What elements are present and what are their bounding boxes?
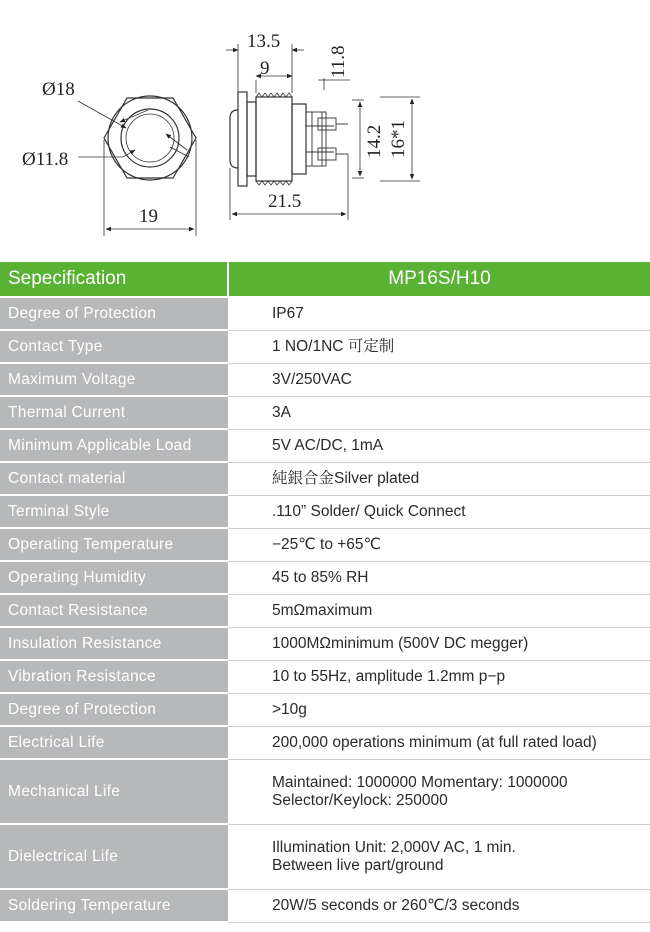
button-cap [230,110,238,168]
spec-label: Vibration Resistance [0,660,228,693]
spec-label: Soldering Temperature [0,889,228,922]
side-hex-nut [247,102,256,176]
spec-label: Degree of Protection [0,297,228,330]
spec-value [228,363,650,396]
spec-value-line: Maintained: 1000000 Momentary: 1000000 [272,773,568,791]
spec-label: Terminal Style [0,495,228,528]
spec-value [228,759,650,824]
table-row [0,561,650,594]
thread-body [256,97,292,181]
table-row [0,824,650,889]
spec-label: Electrical Life [0,726,228,759]
inner-diameter-label: Ø11.8 [22,149,69,170]
spec-value [228,330,650,363]
hex-nut-outline [104,98,196,178]
hex-width-value: 19 [139,206,158,227]
head-height-label: 11.8 [328,45,349,78]
table-row [0,627,650,660]
spec-value [228,462,650,495]
spec-value-line: .110” Solder/ Quick Connect [272,502,466,520]
model-number: MP16S/H10 [228,262,650,297]
spec-value-line: 5V AC/DC, 1mA [272,436,384,454]
spec-value-line: Between live part/ground [272,856,444,874]
spec-value-line: 20W/5 seconds or 260℃/3 seconds [272,896,520,914]
table-row [0,429,650,462]
spec-value-line: 1 NO/1NC 可定制 [272,337,395,355]
spec-value-line: Selector/Keylock: 250000 [272,791,448,809]
table-row [0,889,650,922]
spec-label: Degree of Protection [0,693,228,726]
spec-value [228,561,650,594]
spec-label: Dielectrical Life [0,824,228,889]
spec-value [228,528,650,561]
dimension-drawing [0,0,650,262]
table-row [0,297,650,330]
spec-value-line: −25℃ to +65℃ [272,535,381,553]
table-row [0,330,650,363]
terminal-lower [318,148,336,160]
spec-label: Contact Resistance [0,594,228,627]
spec-value-line: 10 to 55Hz, amplitude 1.2mm p−p [272,667,506,685]
spec-value [228,889,650,922]
spec-value [228,396,650,429]
spec-label: Thermal Current [0,396,228,429]
table-row [0,396,650,429]
thread-size-label: 16*1 [388,120,409,158]
table-row [0,759,650,824]
spec-value-line: 純銀合金Silver plated [272,469,420,487]
terminal-upper [318,118,336,130]
spec-value-line: 3V/250VAC [272,370,352,388]
center-cap [126,114,174,162]
spec-value [228,627,650,660]
spec-value-line: 3A [272,403,291,421]
spec-label: Insulation Resistance [0,627,228,660]
spec-value [228,594,650,627]
specification-table [0,262,650,923]
spec-label: Contact material [0,462,228,495]
front-view [78,96,196,236]
spec-label: Operating Humidity [0,561,228,594]
spec-label: Operating Temperature [0,528,228,561]
table-row [0,726,650,759]
outer-diameter-label: Ø18 [42,79,75,100]
table-row [0,528,650,561]
table-row [0,660,650,693]
spec-value [228,693,650,726]
spec-label: Mechanical Life [0,759,228,824]
spec-label: Minimum Applicable Load [0,429,228,462]
terminal-length-label: 21.5 [268,191,302,212]
spec-value [228,429,650,462]
spec-value [228,660,650,693]
spec-value-line: 200,000 operations minimum (at full rated load) [272,733,597,751]
spec-value [228,297,650,330]
spec-value-line: 1000MΩminimum (500V DC megger) [272,634,529,652]
spec-value-line: 5mΩmaximum [272,601,373,619]
table-row [0,363,650,396]
spec-value-line: IP67 [272,304,304,322]
spec-label: Contact Type [0,330,228,363]
overall-length-label: 13.5 [247,31,281,52]
thread-length-label: 9 [260,58,270,79]
spec-label: Maximum Voltage [0,363,228,396]
panel-cutout-label: 14.2 [364,124,385,158]
spec-value-line: Illumination Unit: 2,000V AC, 1 min. [272,838,516,856]
spec-value-line: >10g [272,700,307,718]
switch-body [292,104,306,174]
spec-value [228,726,650,759]
table-header-row [0,262,650,297]
spec-value [228,824,650,889]
table-row [0,495,650,528]
header-label: Sepecification [0,262,228,297]
spec-value [228,495,650,528]
table-row [0,594,650,627]
table-row [0,693,650,726]
spec-value-line: 45 to 85% RH [272,568,369,586]
table-row [0,462,650,495]
flange [238,92,247,186]
